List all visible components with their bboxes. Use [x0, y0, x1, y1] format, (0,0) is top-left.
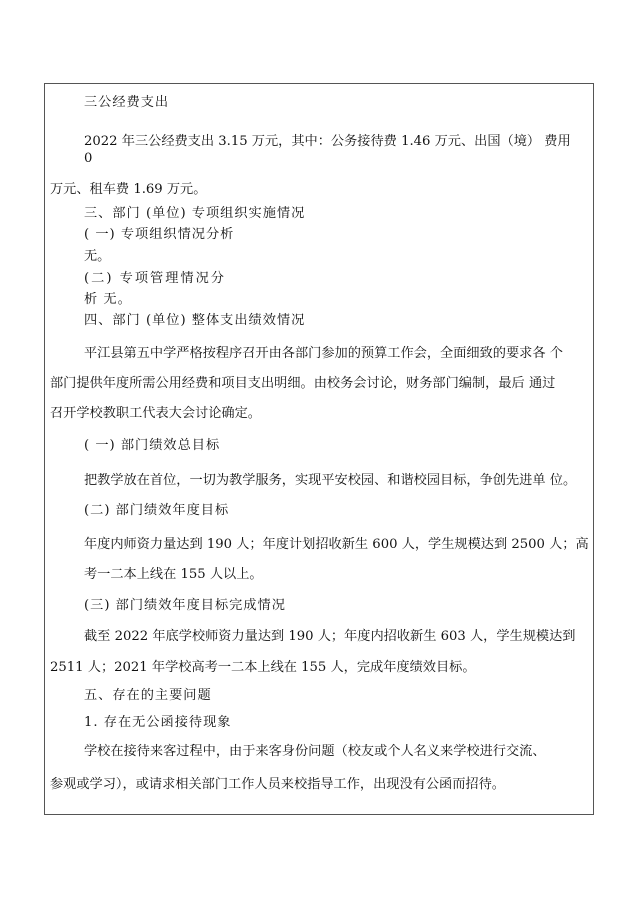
item1-heading: 1. 存在无公函接待现象	[84, 715, 232, 730]
section-four-intro-line-1: 平江县第五中学严格按程序召开由各部门参加的预算工作会，全面细致的要求各 个	[84, 346, 563, 361]
item1-line-1: 学校在接待来客过程中，由于来客身份问题（校友或个人名义来学校进行交流、	[84, 744, 546, 759]
done-line-2: 2511 人；2021 年学校高考一二本上线在 155 人，完成年度绩效目标。	[50, 660, 476, 675]
section-five-heading: 五、存在的主要问题	[84, 688, 212, 703]
section-four-intro-line-2: 部门提供年度所需公用经费和项目支出明细。由校务会讨论，财务部门编制，最后 通过	[50, 376, 556, 391]
section-three-sub1-body: 无。	[84, 249, 111, 264]
section-four-heading: 四、部门 (单位) 整体支出绩效情况	[84, 313, 306, 328]
goal-body: 把教学放在首位，一切为教学服务，实现平安校园、和谐校园目标，争创先进单 位。	[84, 473, 577, 488]
annual-line-2: 考一二本上线在 155 人以上。	[84, 567, 263, 582]
annual-line-1: 年度内师资力量达到 190 人；年度计划招收新生 600 人，学生规模达到 2500 人；高	[84, 537, 589, 552]
section-three-sub2-body: 析 无。	[84, 292, 132, 307]
sangong-line-2: 0	[84, 151, 93, 166]
section-three-heading: 三、部门 (单位) 专项组织实施情况	[84, 206, 306, 221]
sangong-heading: 三公经费支出	[84, 95, 170, 110]
item1-line-2: 参观或学习），或请求相关部门工作人员来校指导工作，出现没有公函而招待。	[50, 777, 505, 792]
goal-heading: ( 一) 部门绩效总目标	[84, 438, 221, 453]
section-four-intro-line-3: 召开学校教职工代表大会讨论确定。	[50, 406, 261, 421]
annual-heading: (二) 部门绩效年度目标	[84, 503, 230, 518]
section-three-sub2-heading: (二) 专项管理情况分	[84, 271, 226, 286]
section-three-sub1-heading: ( 一) 专项组织情况分析	[84, 227, 235, 242]
done-heading: (三) 部门绩效年度目标完成情况	[84, 598, 286, 613]
done-line-1: 截至 2022 年底学校师资力量达到 190 人；年度内招收新生 603 人，学生规模达到	[84, 629, 576, 644]
sangong-line-3: 万元、租车费 1.69 万元。	[50, 182, 207, 197]
sangong-line-1: 2022 年三公经费支出 3.15 万元，其中：公务接待费 1.46 万元、出国（境） 费用	[84, 134, 571, 149]
